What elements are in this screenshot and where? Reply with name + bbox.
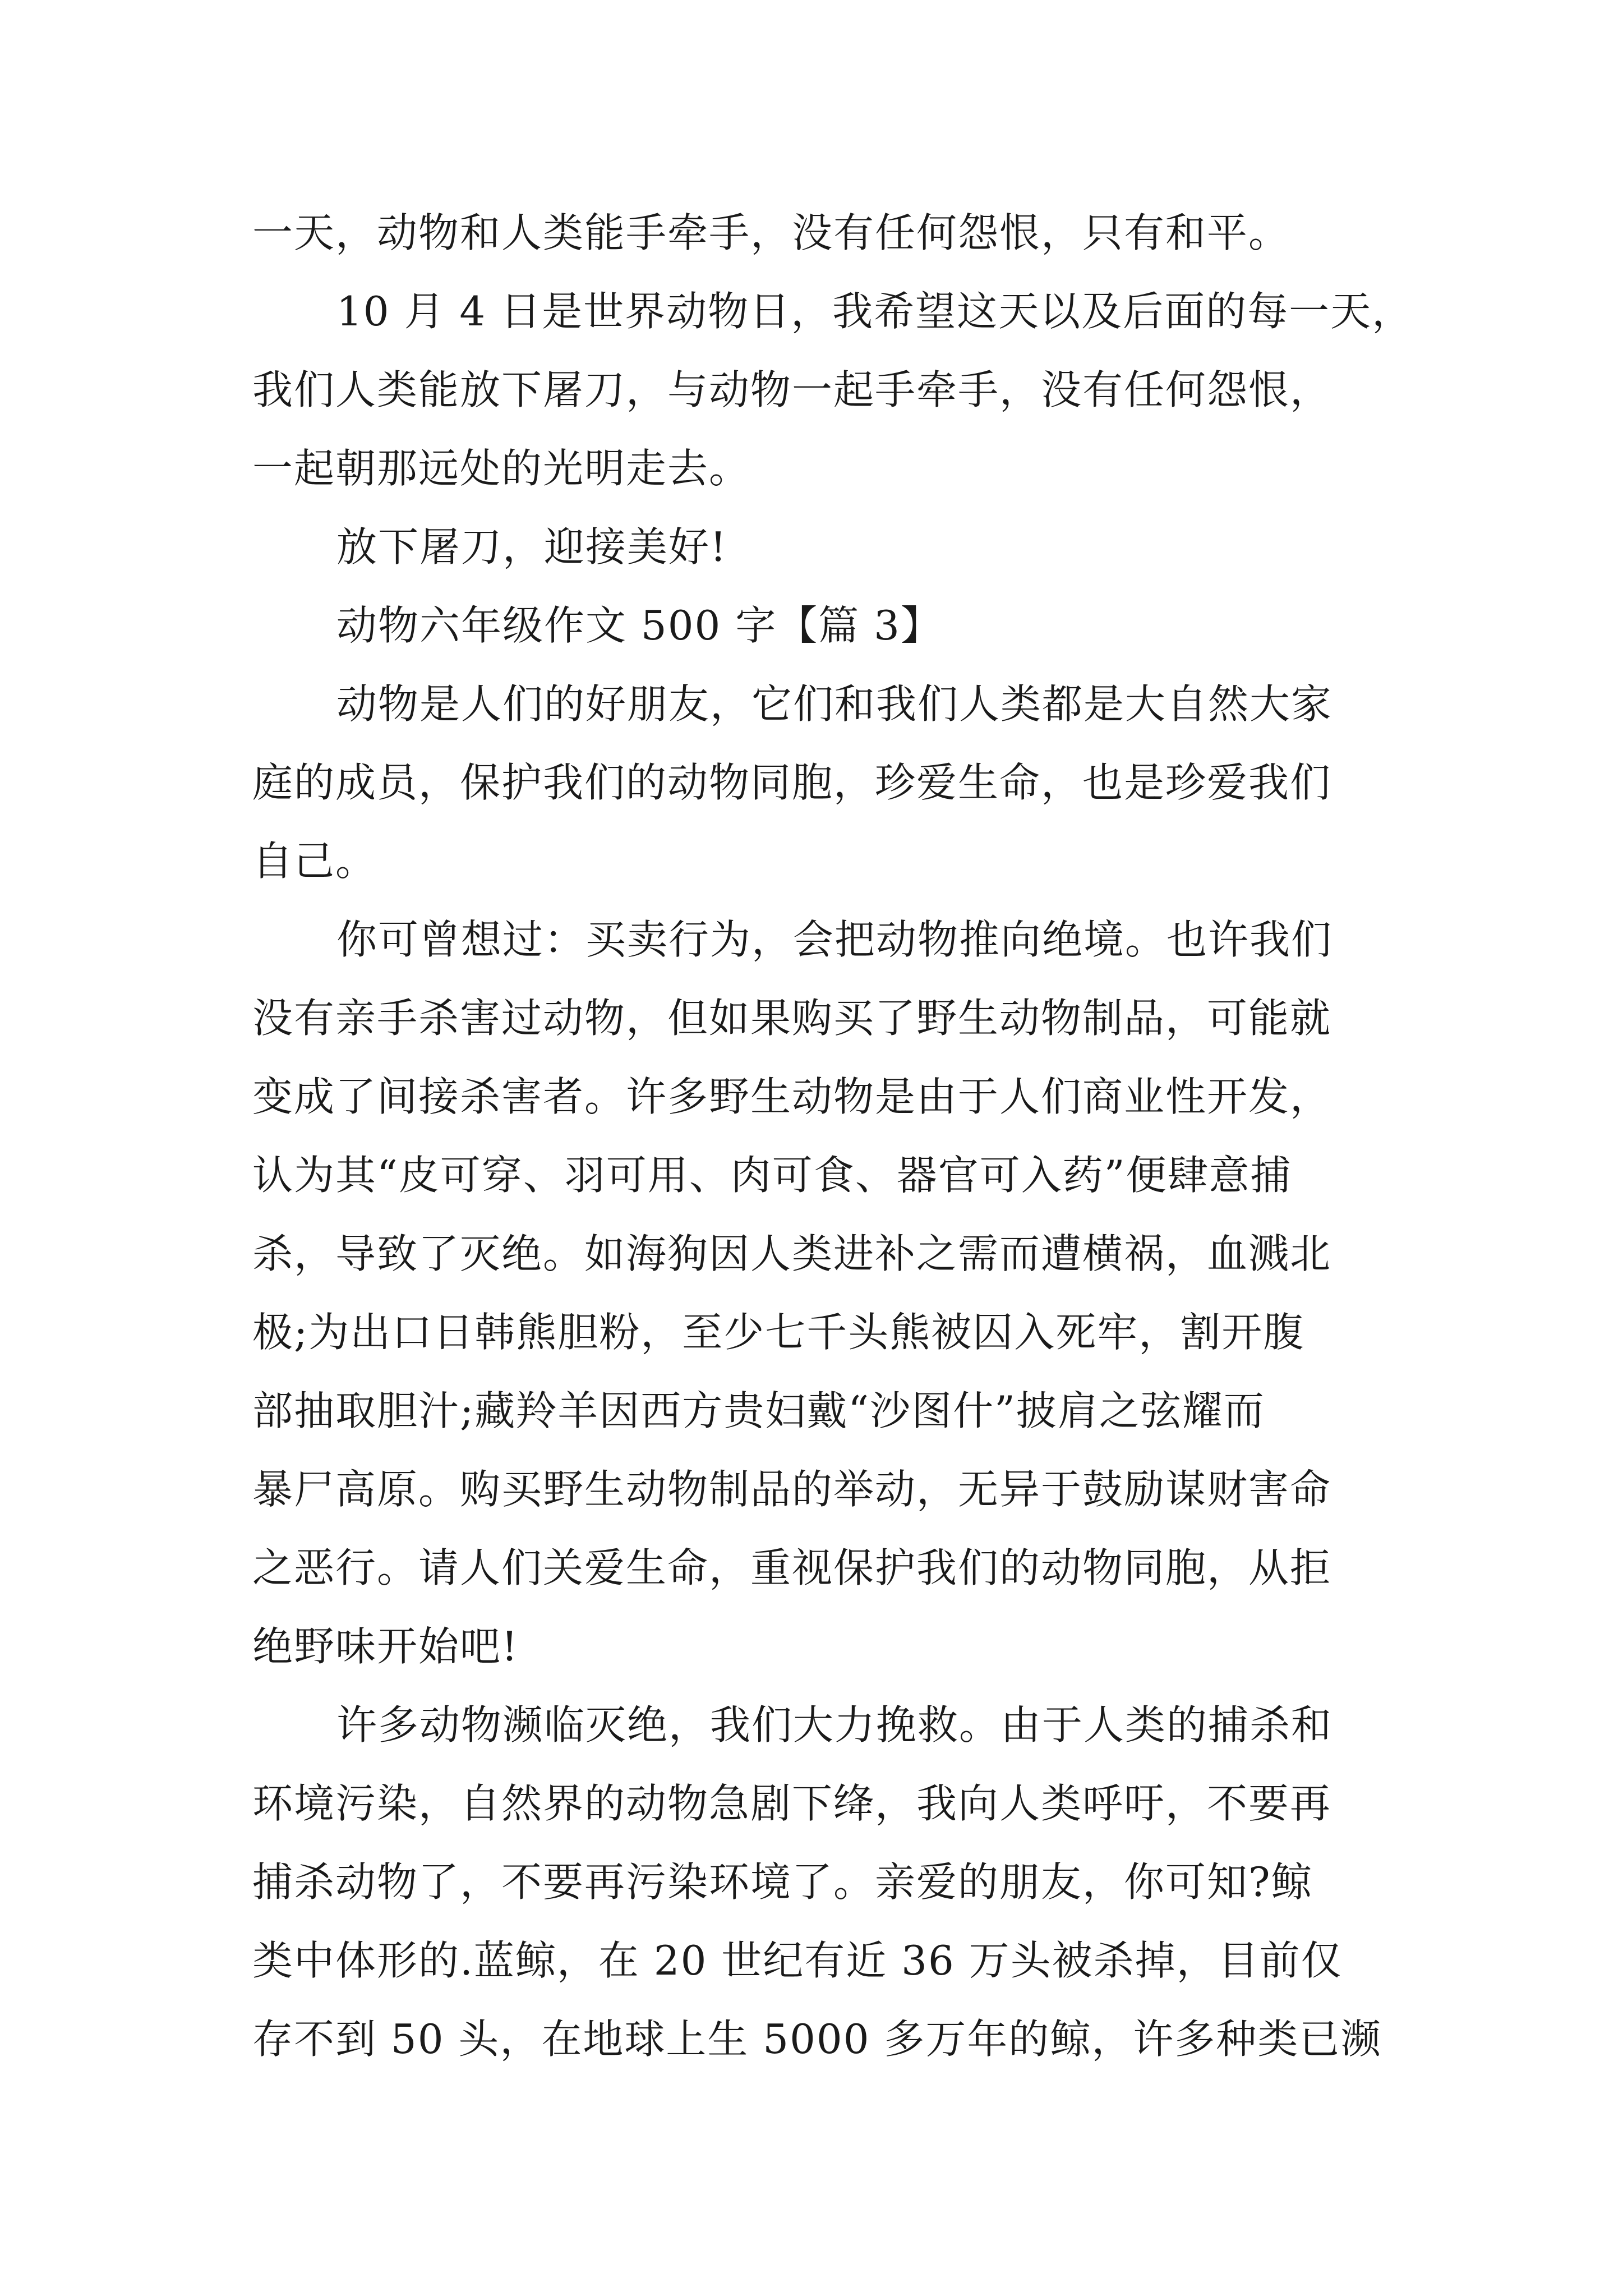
text-line: 之恶行。请人们关爱生命，重视保护我们的动物同胞，从拒 bbox=[252, 1544, 1332, 1591]
text-line: 没有亲手杀害过动物，但如果购买了野生动物制品，可能就 bbox=[252, 995, 1332, 1042]
text-line: 10 月 4 日是世界动物日，我希望这天以及后面的每一天， bbox=[336, 288, 1414, 335]
text-line: 自己。 bbox=[252, 838, 377, 885]
text-line: 动物是人们的好朋友，它们和我们人类都是大自然大家 bbox=[336, 680, 1333, 728]
text-line: 我们人类能放下屠刀，与动物一起手牵手，没有任何怨恨， bbox=[252, 366, 1332, 413]
text-line: 庭的成员，保护我们的动物同胞，珍爱生命，也是珍爱我们 bbox=[252, 759, 1332, 806]
text-line: 许多动物濒临灭绝，我们大力挽救。由于人类的捕杀和 bbox=[336, 1701, 1333, 1749]
text-line: 捕杀动物了，不要再污染环境了。亲爱的朋友，你可知?鲸 bbox=[252, 1858, 1313, 1906]
text-line: 部抽取胆汁;藏羚羊因西方贵妇戴“沙图什”披肩之弦耀而 bbox=[252, 1387, 1265, 1434]
text-line: 你可曾想过：买卖行为，会把动物推向绝境。也许我们 bbox=[336, 916, 1333, 963]
text-line: 杀，导致了灭绝。如海狗因人类进补之需而遭横祸，血溅北 bbox=[252, 1230, 1332, 1277]
text-line: 极;为出口日韩熊胆粉，至少七千头熊被囚入死牢，割开腹 bbox=[252, 1309, 1305, 1356]
text-line: 暴尸高原。购买野生动物制品的举动，无异于鼓励谋财害命 bbox=[252, 1466, 1332, 1513]
text-line: 存不到 50 头，在地球上生 5000 多万年的鲸，许多种类已濒 bbox=[252, 2016, 1382, 2063]
text-line: 环境污染，自然界的动物急剧下绛，我向人类呼吁，不要再 bbox=[252, 1780, 1332, 1827]
section-heading: 动物六年级作文 500 字【篇 3】 bbox=[336, 602, 942, 649]
text-line: 类中体形的.蓝鲸，在 20 世纪有近 36 万头被杀掉，目前仅 bbox=[252, 1937, 1343, 1984]
text-line: 一天，动物和人类能手牵手，没有任何怨恨，只有和平。 bbox=[252, 209, 1290, 256]
text-line: 认为其“皮可穿、羽可用、肉可食、器官可入药”便肆意捕 bbox=[252, 1152, 1292, 1199]
text-line: 变成了间接杀害者。许多野生动物是由于人们商业性开发， bbox=[252, 1073, 1332, 1120]
text-line: 绝野味开始吧! bbox=[252, 1623, 519, 1670]
text-line: 放下屠刀，迎接美好! bbox=[336, 523, 727, 570]
text-line: 一起朝那远处的光明走去。 bbox=[252, 445, 751, 492]
